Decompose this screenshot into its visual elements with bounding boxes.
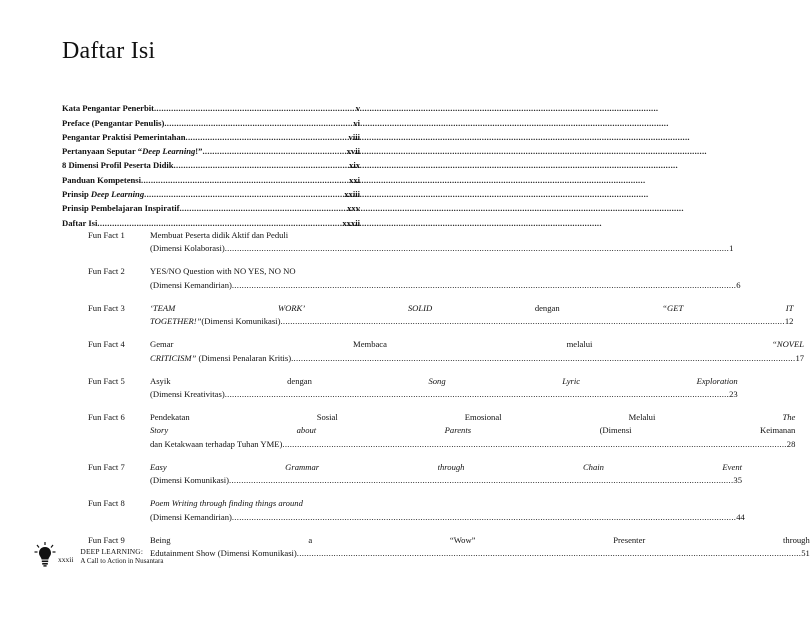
fun-fact-title: Poem Writing through finding things around [150, 498, 303, 509]
dot-leader [141, 175, 349, 185]
fun-fact-title: Membuat Peserta didik Aktif dan Peduli [150, 230, 289, 240]
dot-leader [291, 352, 795, 365]
dot-leader [179, 203, 347, 213]
fun-fact-dimension: (Dimensi Komunikasi) [150, 475, 230, 486]
toc-entry[interactable]: Pertanyaan Seputar “Deep Learning!” ..... xvii [62, 142, 360, 156]
fun-fact-title: Being a “Wow” Presenter through [150, 534, 810, 545]
fun-fact-title: ‘TEAM WORK’ SOLID dengan “GET IT [150, 302, 794, 313]
toc-entry[interactable]: Prinsip Deep Learning ..... xxiii [62, 185, 360, 199]
fun-fact-title: Pendekatan Sosial Emosional Melalui The [150, 412, 796, 423]
toc-entry[interactable]: Kata Pengantar Penerbit ..... v [62, 99, 360, 113]
fun-fact-title: Easy Grammar through Chain Event [150, 461, 742, 472]
dot-leader [232, 511, 736, 524]
fun-fact-entry[interactable] [88, 265, 741, 292]
fun-fact-dimension: (Dimensi Kreativitas) [150, 389, 225, 400]
fun-fact-label: Fun Fact 4 [88, 339, 125, 350]
fun-fact-label: Fun Fact 7 [88, 461, 125, 472]
dot-leader [229, 474, 733, 487]
fun-fact-page: 44 [736, 511, 745, 522]
toc-page-number: xxi [349, 174, 360, 185]
fun-fact-dimension: (Dimensi Kemandirian) [150, 511, 232, 522]
fun-fact-label: Fun Fact 3 [88, 302, 125, 313]
toc-page-number: viii [348, 131, 360, 142]
toc-page-number: xix [349, 160, 360, 171]
fun-fact-entry[interactable] [88, 461, 742, 488]
fun-fact-label: Fun Fact 6 [88, 412, 125, 423]
fun-fact-title: Gemar Membaca melalui “NOVEL [150, 339, 805, 350]
dot-leader [202, 146, 346, 156]
fun-fact-entry[interactable] [88, 411, 796, 451]
fun-fact-list [88, 229, 810, 570]
dot-leader [297, 547, 801, 560]
fun-fact-page: 28 [786, 438, 796, 449]
fun-fact-label: Fun Fact 5 [88, 375, 125, 386]
fun-fact-entry[interactable] [88, 229, 734, 256]
dot-leader [282, 438, 786, 451]
fun-fact-entry[interactable] [88, 497, 745, 524]
fun-fact-title: YES/NO Question with NO YES, NO NO [150, 266, 296, 277]
fun-fact-dimension: (Dimensi Kolaborasi) [150, 243, 225, 254]
fun-fact-entry[interactable] [88, 302, 794, 329]
fun-fact-title-cont: Story about Parents (Dimensi Keimanan [150, 425, 796, 436]
fun-fact-dimension: CRITICISM” (Dimensi Penalaran Kritis) [150, 352, 292, 363]
fun-fact-label: Fun Fact 2 [88, 266, 125, 277]
toc-entry[interactable]: Daftar Isi ..... xxxii [62, 213, 360, 227]
dot-leader [174, 160, 349, 170]
fun-fact-title: Asyik dengan Song Lyric Exploration [150, 375, 738, 386]
fun-fact-page: 12 [784, 316, 794, 327]
fun-fact-page: 35 [733, 475, 742, 486]
fun-fact-entry[interactable] [88, 338, 805, 365]
fun-fact-page: 23 [729, 389, 738, 400]
toc-page-number: xxv [347, 203, 360, 214]
fun-fact-page: 17 [795, 352, 805, 363]
fun-fact-dimension: (Dimensi Kemandirian) [150, 279, 232, 290]
fun-fact-page: 51 [801, 548, 810, 559]
toc-entry[interactable]: Panduan Kompetensi ..... xxi [62, 170, 360, 184]
dot-leader [144, 189, 344, 199]
toc-page-number: xxxii [342, 217, 360, 228]
front-matter-list [62, 99, 360, 228]
dot-leader [225, 388, 729, 401]
dot-leader [225, 242, 729, 255]
book-subtitle: A Call to Action in Nusantara [80, 556, 164, 565]
toc-page-number: xxiii [344, 189, 360, 200]
fun-fact-dimension: TOGETHER!”(Dimensi Komunikasi) [150, 316, 281, 327]
dot-leader [164, 118, 353, 128]
dot-leader [186, 132, 349, 142]
toc-page-number: v [355, 103, 360, 114]
fun-fact-entry[interactable] [88, 375, 738, 402]
fun-fact-page: 6 [736, 279, 741, 290]
fun-fact-label: Fun Fact 1 [88, 230, 125, 240]
dot-leader [154, 103, 356, 113]
dot-leader [232, 279, 736, 292]
dot-leader [97, 218, 342, 228]
toc-entry[interactable]: Pengantar Praktisi Pemerintahan ..... viii [62, 128, 360, 142]
page-number: xxxii [58, 555, 74, 564]
page-footer [34, 541, 163, 567]
fun-fact-page: 1 [729, 243, 734, 254]
toc-entry[interactable]: 8 Dimensi Profil Peserta Didik ..... xix [62, 156, 360, 170]
dot-leader [280, 315, 784, 328]
toc-page-number: vi [353, 117, 360, 128]
lightbulb-icon [34, 541, 56, 567]
fun-fact-label: Fun Fact 9 [88, 534, 125, 545]
fun-fact-label: Fun Fact 8 [88, 498, 125, 509]
toc-entry[interactable]: Preface (Pengantar Penulis) ..... vi [62, 113, 360, 127]
fun-fact-dimension: Edutainment Show (Dimensi Komunikasi) [150, 548, 297, 559]
toc-page-number: xvii [346, 146, 360, 157]
fun-fact-dimension: dan Ketakwaan terhadap Tuhan YME) [150, 438, 283, 449]
book-title: DEEP LEARNING: [80, 547, 144, 557]
toc-entry[interactable]: Prinsip Pembelajaran Inspiratif ..... xxv [62, 199, 360, 213]
page-title: Daftar Isi [62, 38, 156, 64]
